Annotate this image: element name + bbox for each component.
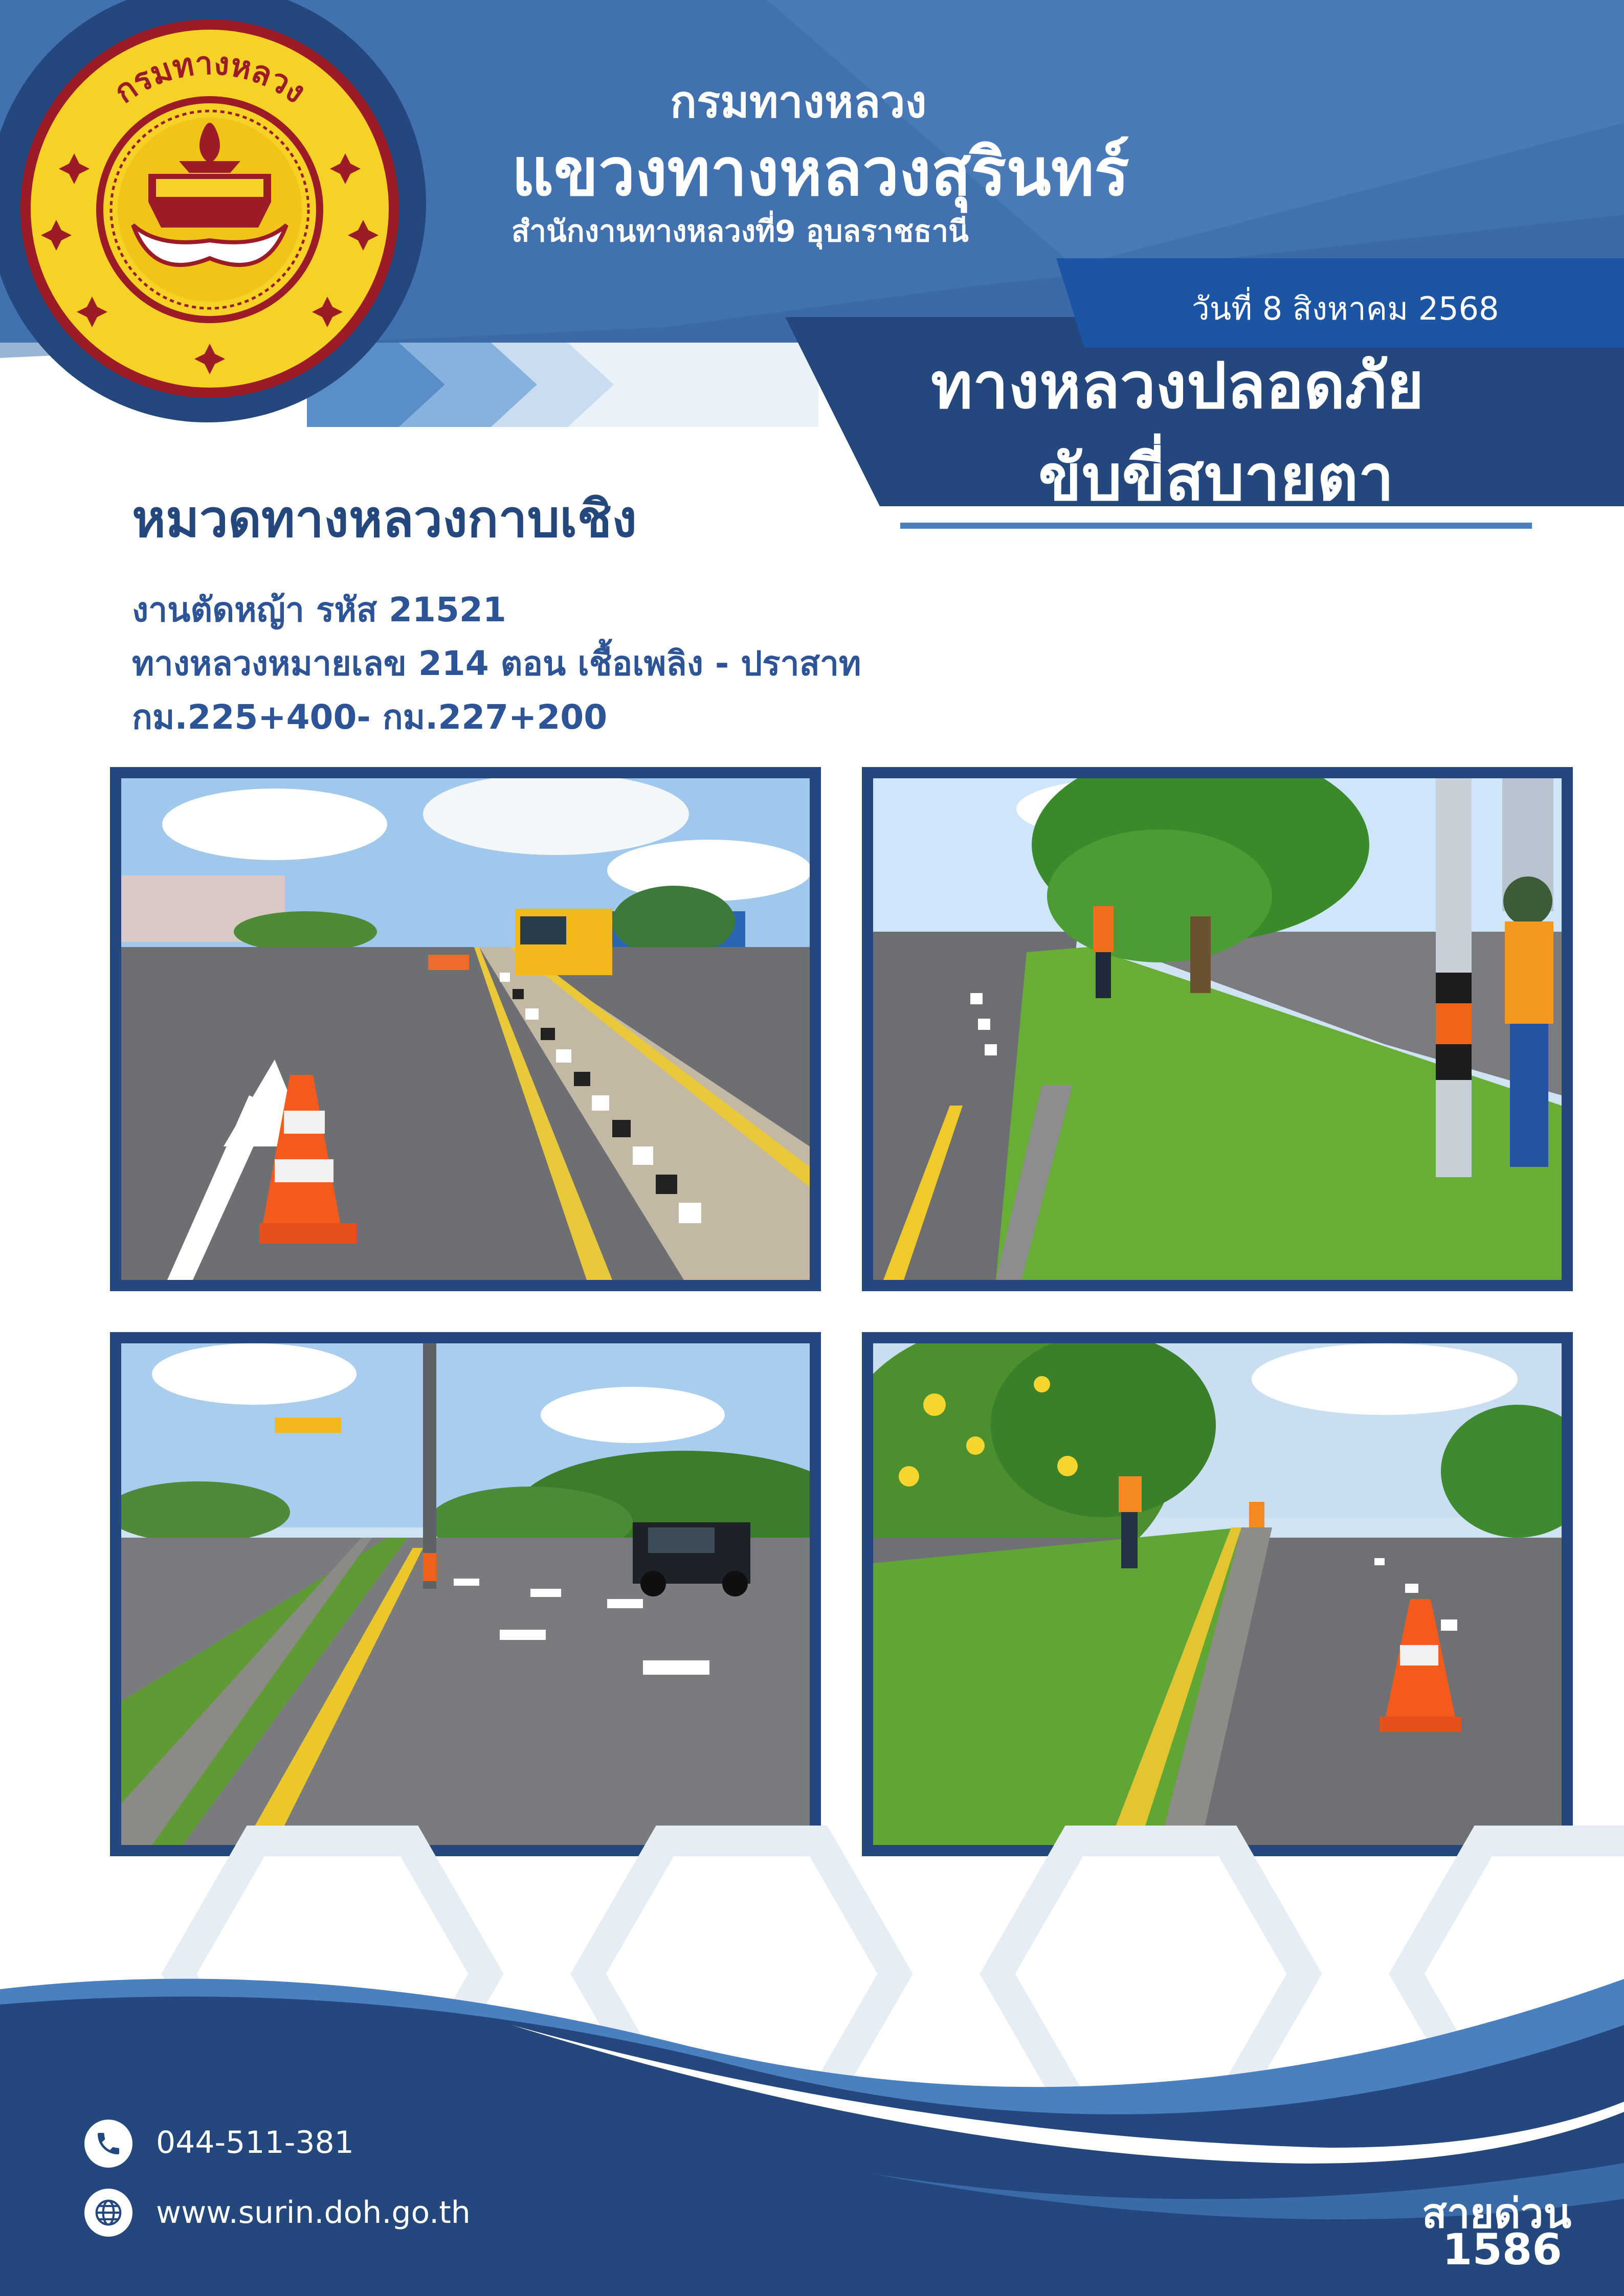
report-date: วันที่ 8 สิงหาคม 2568 xyxy=(1192,290,1499,327)
photo-highway-pickup xyxy=(110,1332,821,1856)
department-logo xyxy=(31,31,389,389)
slogan-line-1: ทางหลวงปลอดภัย xyxy=(931,349,1424,423)
region-office: สำนักงานทางหลวงที่9 อุบลราชธานี xyxy=(511,214,969,249)
unit-title: หมวดทางหลวงกาบเชิง xyxy=(132,489,637,549)
hotline-number: 1586 xyxy=(1442,2224,1562,2275)
website-link[interactable]: www.surin.doh.go.th xyxy=(156,2195,471,2231)
phone-number: 044-511-381 xyxy=(156,2125,354,2160)
hotline-label: สายด่วน xyxy=(1422,2190,1572,2237)
office-name: แขวงทางหลวงสุรินทร์ xyxy=(511,134,1129,211)
department-name: กรมทางหลวง xyxy=(670,77,927,128)
svg-text:กรมทางหลวง: กรมทางหลวง xyxy=(107,44,313,111)
globe-icon xyxy=(84,2189,132,2237)
phone-icon xyxy=(84,2120,132,2168)
work-description: งานตัดหญ้า รหัส 21521 xyxy=(132,590,506,629)
photo-worker-median-grass xyxy=(862,767,1573,1291)
km-range: กม.225+400- กม.227+200 xyxy=(132,697,608,737)
photo-road-cone-truck xyxy=(110,767,821,1291)
photo-workers-trimming-cone xyxy=(862,1332,1573,1856)
slogan-line-2: ขับขี่สบายตา xyxy=(1038,441,1394,515)
route-description: ทางหลวงหมายเลข 214 ตอน เชื้อเพลิง - ปราสาท xyxy=(132,644,861,683)
